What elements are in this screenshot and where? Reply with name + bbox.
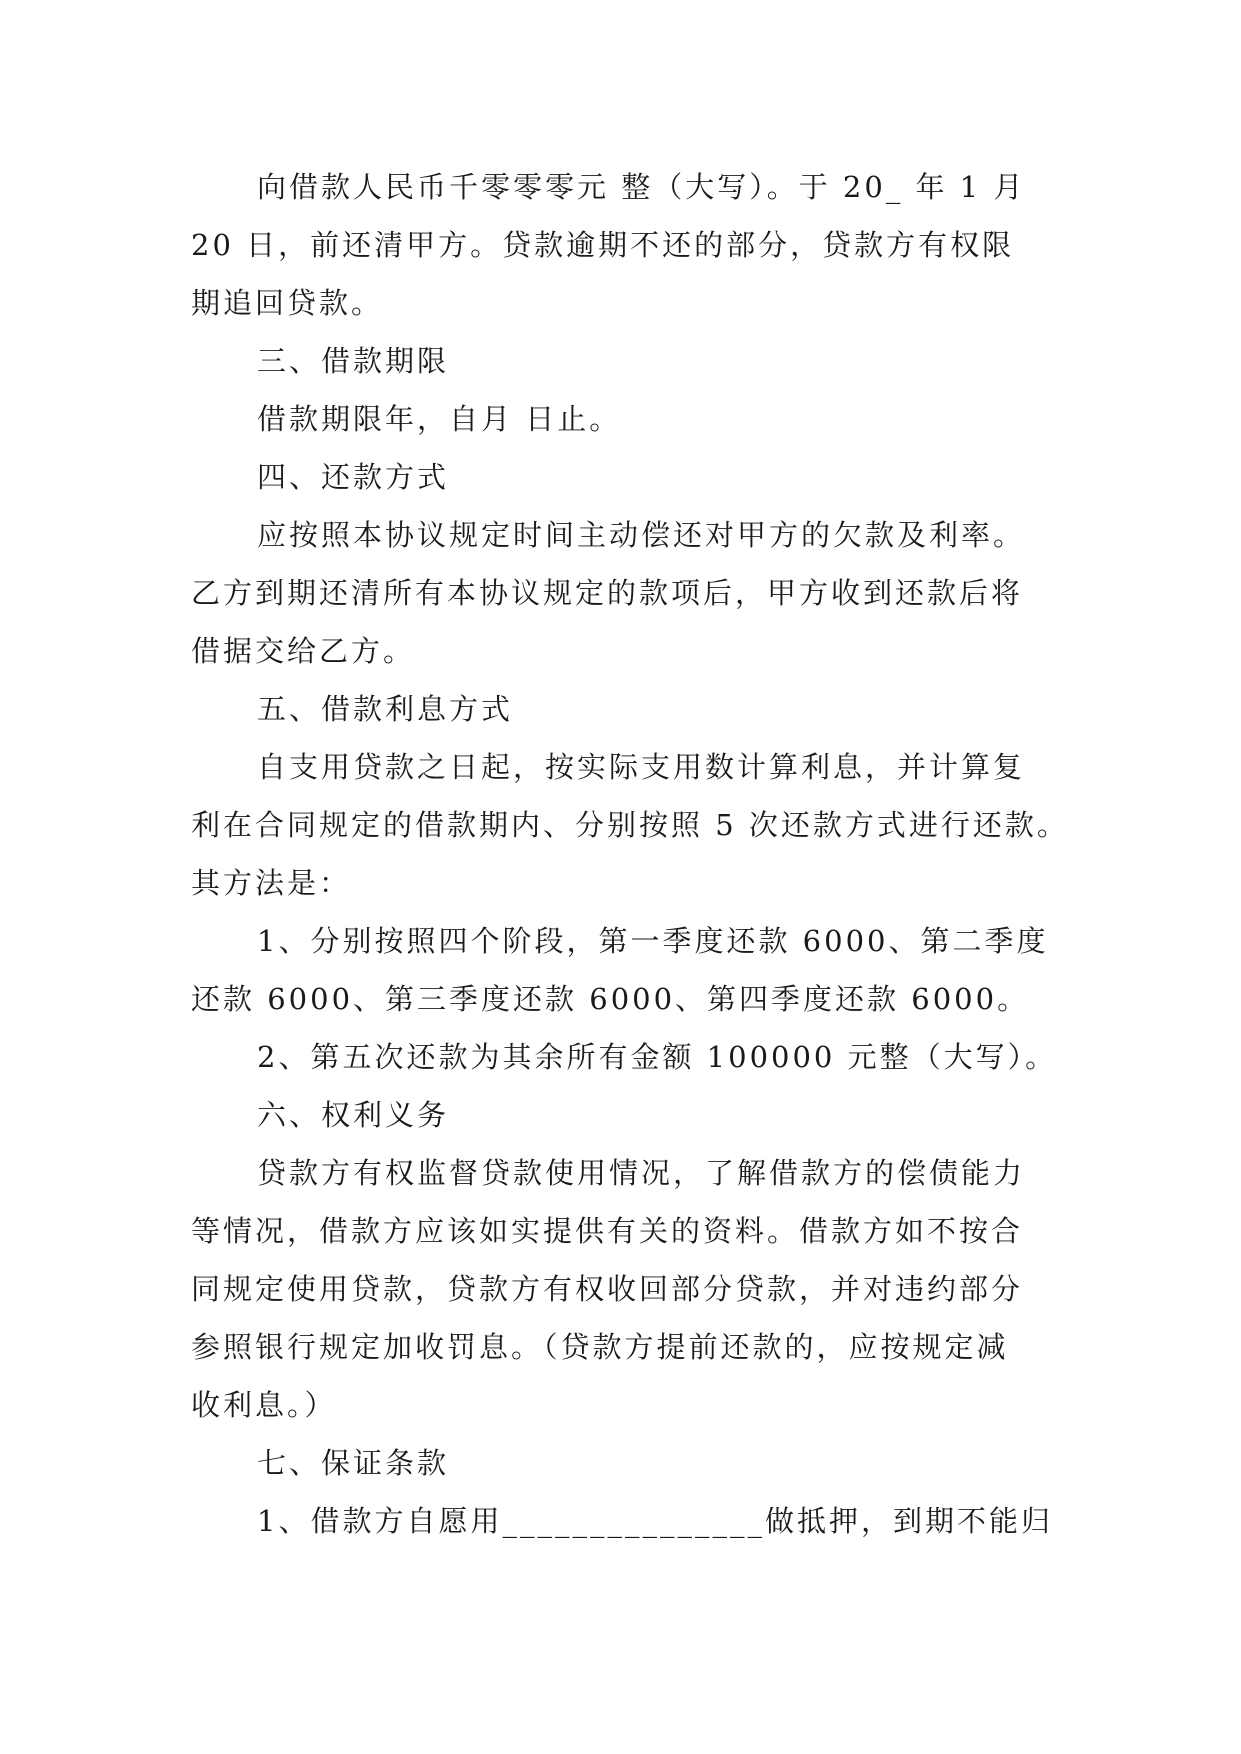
- paragraph: [191, 1144, 1051, 1434]
- paragraph: [191, 1492, 1051, 1550]
- paragraph-line: 向借款人民币千零零零元 整（大写）。于 20_ 年 1 月: [257, 170, 1026, 204]
- paragraph-line: 乙方到期还清所有本协议规定的款项后，甲方收到还款后将: [191, 576, 1024, 610]
- paragraph-line: 其方法是：: [191, 866, 352, 900]
- document-body: [191, 158, 1069, 1550]
- paragraph: [191, 680, 1051, 738]
- paragraph-line: 贷款方有权监督贷款使用情况，了解借款方的偿债能力: [257, 1156, 1026, 1190]
- paragraph-line: 收利息。）: [191, 1388, 337, 1422]
- paragraph-line: 1、分别按照四个阶段，第一季度还款 6000、第二季度: [257, 924, 1049, 958]
- paragraph-line: 2、第五次还款为其余所有金额 100000 元整（大写）。: [257, 1040, 1058, 1074]
- paragraph-line: 等情况，借款方应该如实提供有关的资料。借款方如不按合: [191, 1214, 1024, 1248]
- paragraph-line: 自支用贷款之日起，按实际支用数计算利息，并计算复: [257, 750, 1026, 784]
- paragraph-line: 利在合同规定的借款期内、分别按照 5 次还款方式进行还款。: [191, 808, 1069, 842]
- paragraph-line: 六、权利义务: [257, 1098, 450, 1132]
- paragraph-line: 20 日，前还清甲方。贷款逾期不还的部分，贷款方有权限: [191, 228, 1015, 262]
- paragraph-line: 1、借款方自愿用_______________做抵押，到期不能归: [257, 1504, 1053, 1538]
- paragraph: [191, 1434, 1051, 1492]
- paragraph: [191, 1086, 1051, 1144]
- paragraph-line: 五、借款利息方式: [257, 692, 514, 726]
- paragraph: [191, 390, 1051, 448]
- paragraph-line: 还款 6000、第三季度还款 6000、第四季度还款 6000。: [191, 982, 1030, 1016]
- paragraph-line: 同规定使用贷款，贷款方有权收回部分贷款，并对违约部分: [191, 1272, 1024, 1306]
- paragraph: [191, 158, 1051, 332]
- paragraph-line: 借据交给乙方。: [191, 634, 416, 668]
- paragraph: [191, 912, 1051, 1028]
- paragraph: [191, 506, 1051, 680]
- paragraph-line: 七、保证条款: [257, 1446, 450, 1480]
- paragraph-line: 四、还款方式: [257, 460, 450, 494]
- paragraph: [191, 332, 1051, 390]
- paragraph-line: 期追回贷款。: [191, 286, 384, 320]
- paragraph: [191, 1028, 1058, 1086]
- paragraph-line: 应按照本协议规定时间主动偿还对甲方的欠款及利率。: [257, 518, 1026, 552]
- paragraph-line: 三、借款期限: [257, 344, 450, 378]
- paragraph: [191, 448, 1051, 506]
- paragraph-line: 参照银行规定加收罚息。（贷款方提前还款的，应按规定减: [191, 1330, 1009, 1364]
- paragraph: [191, 738, 1069, 912]
- paragraph-line: 借款期限年，自月 日止。: [257, 402, 622, 436]
